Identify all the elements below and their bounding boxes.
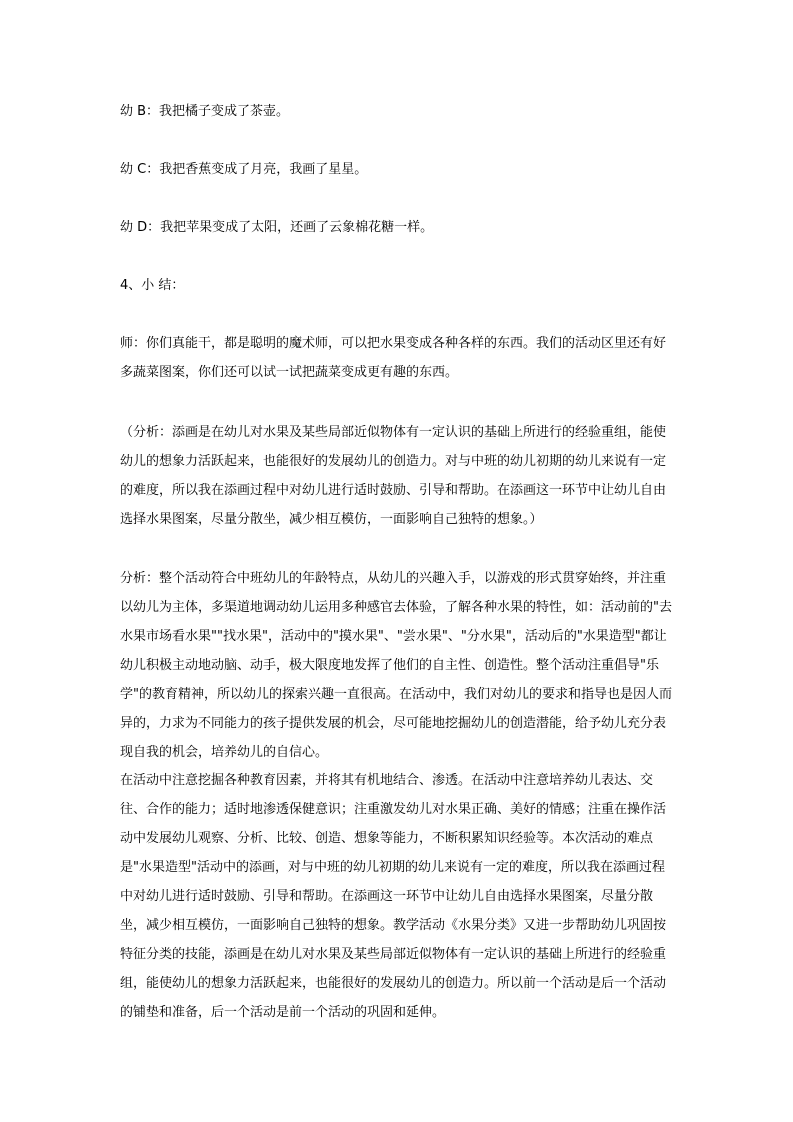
section-heading-summary: 4、小 结： (120, 278, 185, 293)
dialogue-child-d: 幼 D：我把苹果变成了太阳，还画了云象棉花糖一样。 (120, 220, 434, 235)
drawing-analysis-paragraph: （分析：添画是在幼儿对水果及某些局部近似物体有一定认识的基础上所进行的经验重组，能使幼儿的想象力活跃起来，也能很好的发展幼儿的创造力。对与中班的幼儿初期的幼儿来说有一定的难度，所以我在添画过程中对幼儿进行适时鼓励、引导和帮助。在添画这一环节中让幼儿自由选择水果图案，尽量分散坐，减少相互模仿，一面影响自己独特的想象。） (120, 425, 667, 527)
education-factors-paragraph: 在活动中注意挖掘各种教育因素，并将其有机地结合、渗透。在活动中注意培养幼儿表达、交往、合作的能力；适时地渗透保健意识；注重激发幼儿对水果正确、美好的情感；注重在操作活动中发展幼儿观察、分析、比较、创造、想象等能力，不断积累知识经验等。本次活动的难点是"水果造型"活动中的添画，对与中班的幼儿初期的幼儿来说有一定的难度，所以我在添画过程中对幼儿进行适时鼓励、引导和帮助。在添画这一环节中让幼儿自由选择水果图案，尽量分散坐，减少相互模仿，一面影响自己独特的想象。教学活动《水果分类》又进一步帮助幼儿巩固按特征分类的技能，添画是在幼儿对水果及某些局部近似物体有一定认识的基础上所进行的经验重组，能使幼儿的想象力活跃起来，也能很好的发展幼儿的创造力。所以前一个活动是后一个活动的铺垫和准备，后一个活动是前一个活动的巩固和延伸。 (120, 773, 667, 1020)
dialogue-child-b: 幼 B：我把橘子变成了茶壶。 (120, 104, 290, 119)
activity-analysis-paragraph: 分析：整个活动符合中班幼儿的年龄特点，从幼儿的兴趣入手，以游戏的形式贯穿始终，并注重以幼儿为主体，多渠道地调动幼儿运用多种感官去体验，了解各种水果的特性，如：活动前的"去水果市场看水果""找水果"，活动中的"摸水果"、"尝水果"、"分水果"，活动后的"水果造型"都让幼儿积极主动地动脑、动手，极大限度地发挥了他们的自主性、创造性。整个活动注重倡导"乐学"的教育精神，所以幼儿的探索兴趣一直很高。在活动中，我们对幼儿的要求和指导也是因人而异的，力求为不同能力的孩子提供发展的机会，尽可能地挖掘幼儿的创造潜能，给予幼儿充分表现自我的机会，培养幼儿的自信心。 (120, 571, 672, 760)
teacher-summary-paragraph: 师：你们真能干，都是聪明的魔术师，可以把水果变成各种各样的东西。我们的活动区里还有好多蔬菜图案，你们还可以试一试把蔬菜变成更有趣的东西。 (120, 336, 667, 380)
dialogue-child-c: 幼 C：我把香蕉变成了月亮，我画了星星。 (120, 162, 368, 177)
